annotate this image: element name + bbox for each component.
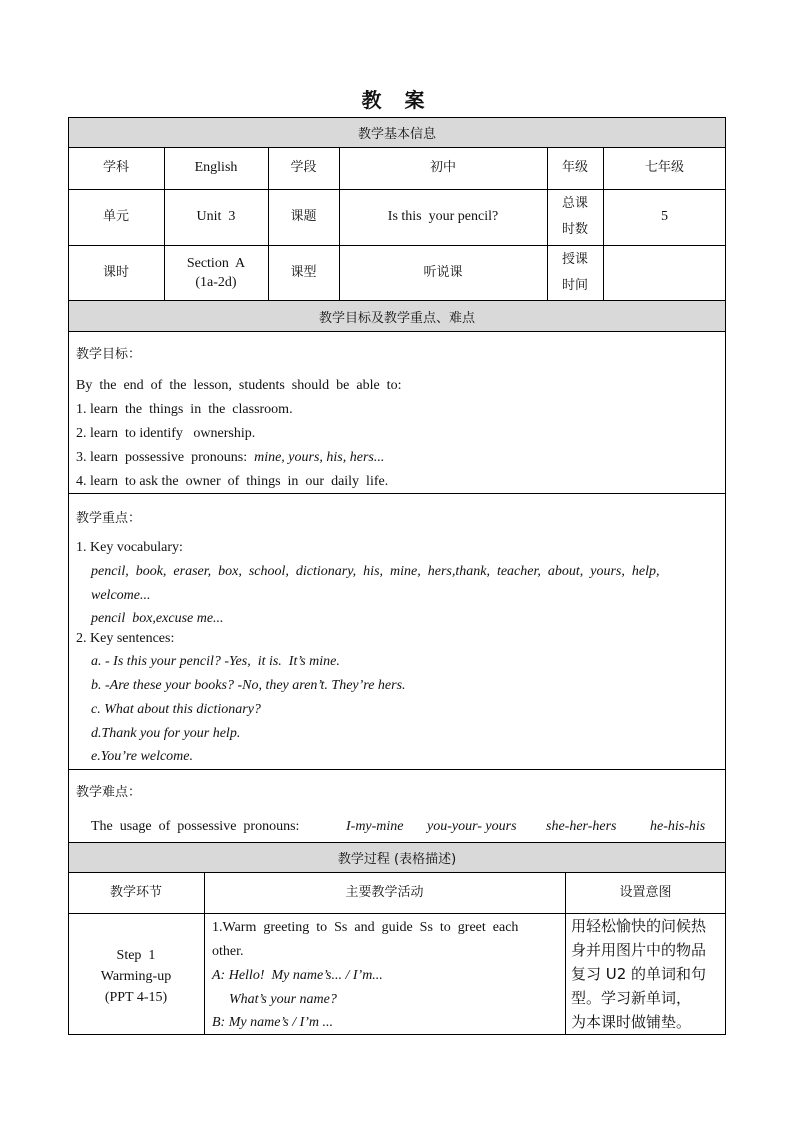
difficulties-label: The usage of possessive pronouns: (91, 819, 300, 834)
activity-line: A: Hello! My name’s... / I’m... (212, 968, 383, 983)
stage-value: 初中 (429, 160, 456, 175)
total-hours-label: 总课 时数 (561, 196, 588, 237)
goal-item: 2. learn to identify ownership. (76, 426, 256, 441)
sentence-item: e.You’re welcome. (91, 749, 193, 764)
pronoun-set: you-your- yours (427, 819, 517, 834)
subject-label: 学科 (102, 160, 129, 175)
unit-label: 单元 (102, 209, 129, 224)
goals-intro: By the end of the lesson, students should be able to: (76, 378, 402, 393)
period-value: Section A (1a-2d) (186, 255, 246, 290)
total-hours-value: 5 (661, 209, 668, 224)
vocab-line: welcome... (91, 588, 151, 603)
divider (68, 493, 726, 494)
type-value: 听说课 (423, 264, 463, 280)
col-stage-header: 教学环节 (109, 884, 162, 900)
stage-label: 学段 (290, 160, 317, 175)
section-process: 教学过程 (表格描述) (69, 843, 725, 872)
activity-line: B: My name’s / I’m ... (212, 1015, 334, 1030)
section-basic-info: 教学基本信息 (69, 118, 725, 147)
topic-label: 课题 (290, 209, 317, 224)
goal-item: 4. learn to ask the owner of things in our daily life. (76, 474, 389, 489)
teaching-time-label: 授课 时间 (561, 251, 588, 293)
subject-value: English (194, 160, 238, 175)
unit-value: Unit 3 (196, 209, 236, 224)
divider (68, 331, 726, 332)
pronoun-set: he-his-his (650, 819, 706, 834)
divider (68, 913, 726, 914)
sentence-item: a. - Is this your pencil? -Yes, it is. It’s mine. (91, 654, 340, 669)
activity-line: other. (212, 944, 244, 959)
sentence-item: b. -Are these your books? -No, they aren’t. They’re hers. (91, 678, 406, 693)
activity-line: What’s your name? (229, 992, 337, 1007)
key-points-heading: 教学重点： (76, 511, 142, 526)
section-objectives: 教学目标及教学重点、难点 (69, 301, 725, 331)
intent-line: 为本课时做铺垫。 (571, 1013, 692, 1031)
goals-heading: 教学目标： (76, 347, 142, 362)
intent-line: 身并用图片中的物品 (571, 941, 707, 959)
pronoun-set: I-my-mine (346, 819, 404, 834)
step-cell: Step 1 Warming-up (PPT 4-15) (100, 947, 172, 1005)
teaching-time-value (603, 245, 726, 300)
goal-item: 3. learn possessive pronouns: mine, yours, his, hers... (76, 450, 385, 465)
sentence-item: c. What about this dictionary? (91, 702, 261, 717)
pronoun-set: she-her-hers (546, 819, 617, 834)
intent-line: 用轻松愉快的问候热 (571, 917, 707, 935)
vocab-line: pencil, book, eraser, box, school, dictionary, his, mine, hers,thank, teacher, about, yours, help, (91, 564, 660, 579)
col-activities-header: 主要教学活动 (345, 884, 424, 900)
intent-line: 复习 U2 的单词和句 (571, 965, 707, 983)
period-label: 课时 (102, 264, 129, 280)
vocab-heading: 1. Key vocabulary: (76, 540, 183, 555)
vocab-line: pencil box,excuse me... (91, 611, 224, 626)
grade-label: 年级 (561, 160, 588, 175)
difficulties-heading: 教学难点： (76, 785, 142, 800)
grade-value: 七年级 (644, 160, 684, 175)
activity-line: 1.Warm greeting to Ss and guide Ss to greet each (212, 920, 519, 935)
type-label: 课型 (290, 264, 317, 280)
goal-item: 1. learn the things in the classroom. (76, 402, 293, 417)
sentence-item: d.Thank you for your help. (91, 726, 241, 741)
col-intent-header: 设置意图 (619, 884, 672, 900)
divider (68, 769, 726, 770)
sentences-heading: 2. Key sentences: (76, 631, 175, 646)
document-title: 教 案 (361, 88, 433, 112)
intent-line: 型。学习新单词， (571, 989, 692, 1007)
topic-value: Is this your pencil? (387, 209, 499, 224)
